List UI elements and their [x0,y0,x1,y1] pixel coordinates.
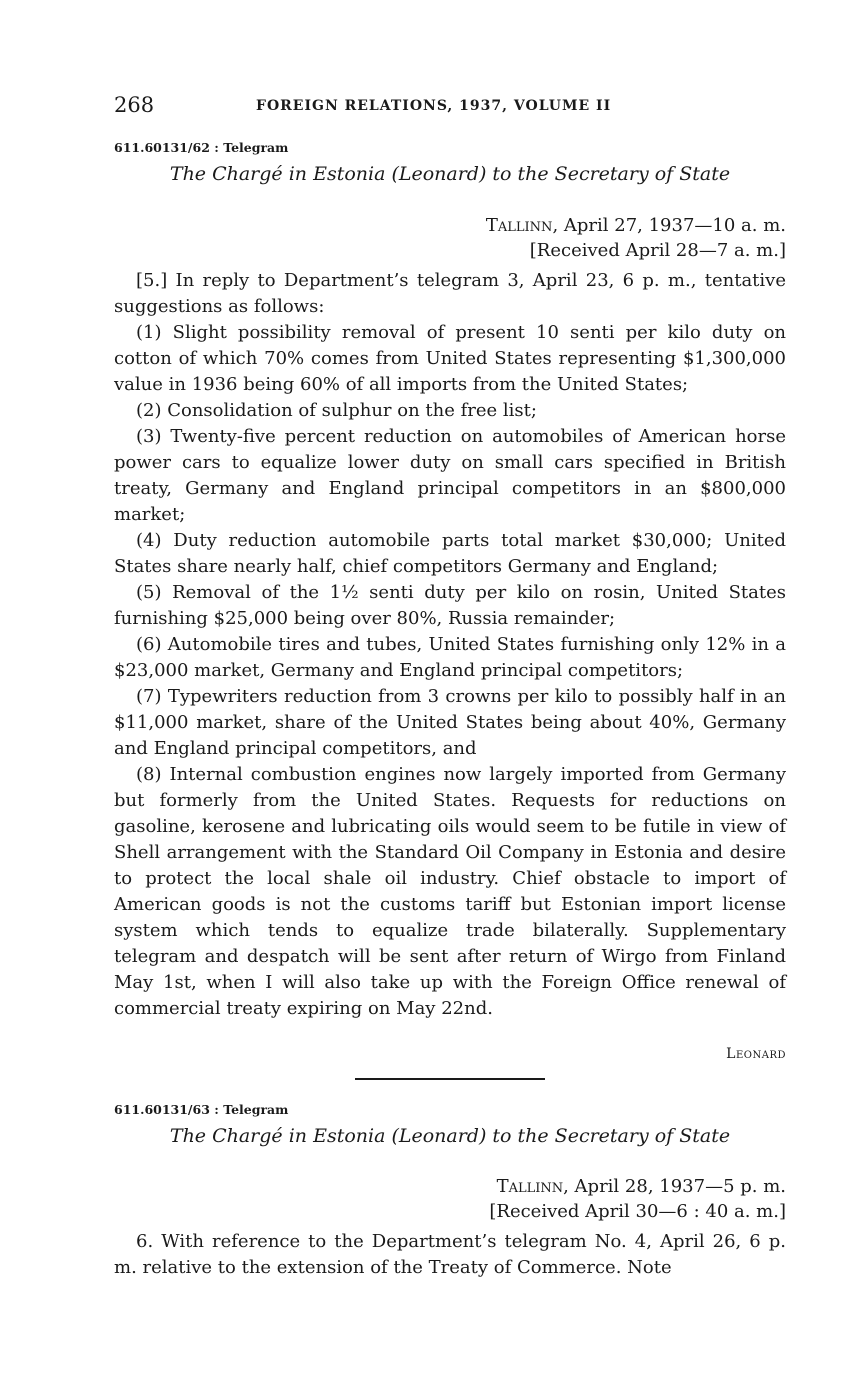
paragraph: 6. With reference to the Department’s telegram No. 4, April 26, 6 p. m. relative to the extension of the Treaty of Commerce. Note [114,1231,786,1278]
document-heading: The Chargé in Estonia (Leonard) to the Secretary of State [169,1125,731,1147]
page-number: 268 [114,93,155,117]
received-note: [Received April 30—6 : 40 a. m.] [489,1201,786,1222]
paragraph: (5) Removal of the 1½ senti duty per kilo on rosin, United States furnishing $25,000 being over 80%, Russia remainder; [114,582,786,629]
paragraph: (7) Typewriters reduction from 3 crowns per kilo to possibly half in an $11,000 market, share of the United States being about 40%, Germany and England principal competitors, and [114,686,786,759]
paragraph: (1) Slight possibility removal of present 10 senti per kilo duty on cotton of which 70% comes from United States representing $1,300,000 value in 1936 being 60% of all imports from the United States; [114,322,786,395]
received-note: [Received April 28—7 a. m.] [529,240,786,261]
section-divider [355,1078,545,1080]
paragraph: [5.] In reply to Department’s telegram 3, April 23, 6 p. m., tentative suggestions as follows: [114,270,786,317]
running-head [114,93,786,123]
dateline [489,1174,786,1224]
paragraph: (4) Duty reduction automobile parts total market $30,000; United States share nearly half, chief competitors Germany and England; [114,530,786,577]
paragraph: (8) Internal combustion engines now largely imported from Germany but formerly from the United States. Requests for reductions on gasoline, kerosene and lubricating oils would seem to be futile in view of Shell arrangement with the Standard Oil Company in Estonia and desire to protect the local shale oil industry. Chief obstacle to import of American goods is not the customs tariff but Estonian import license system which tends to equalize trade bilaterally. Supplementary telegram and despatch will be sent after return of Wirgo from Finland May 1st, when I will also take up with the Foreign Office renewal of commercial treaty expiring on May 22nd. [114,764,786,1019]
paragraph: (6) Automobile tires and tubes, United States furnishing only 12% in a $23,000 market, Germany and England principal competitors; [114,634,786,681]
dateline-date: , April 27, 1937—10 a. m. [552,215,786,236]
document-heading: The Chargé in Estonia (Leonard) to the Secretary of State [169,163,731,185]
document-body [114,1229,786,1281]
file-reference: 611.60131/63 : Telegram [114,1102,289,1117]
document-body [114,268,786,1022]
paragraph: (3) Twenty-five percent reduction on automobiles of American horse power cars to equalize lower duty on small cars specified in British treaty, Germany and England principal competitors in an $800,000 market; [114,426,786,525]
dateline-place: Tallinn [496,1176,564,1197]
dateline [486,213,786,263]
file-reference: 611.60131/62 : Telegram [114,140,289,155]
signature: Leonard [726,1046,786,1062]
dateline-date: , April 28, 1937—5 p. m. [563,1176,786,1197]
paragraph: (2) Consolidation of sulphur on the free list; [136,400,537,421]
running-title: FOREIGN RELATIONS, 1937, VOLUME II [256,98,612,114]
dateline-place: Tallinn [485,215,553,236]
